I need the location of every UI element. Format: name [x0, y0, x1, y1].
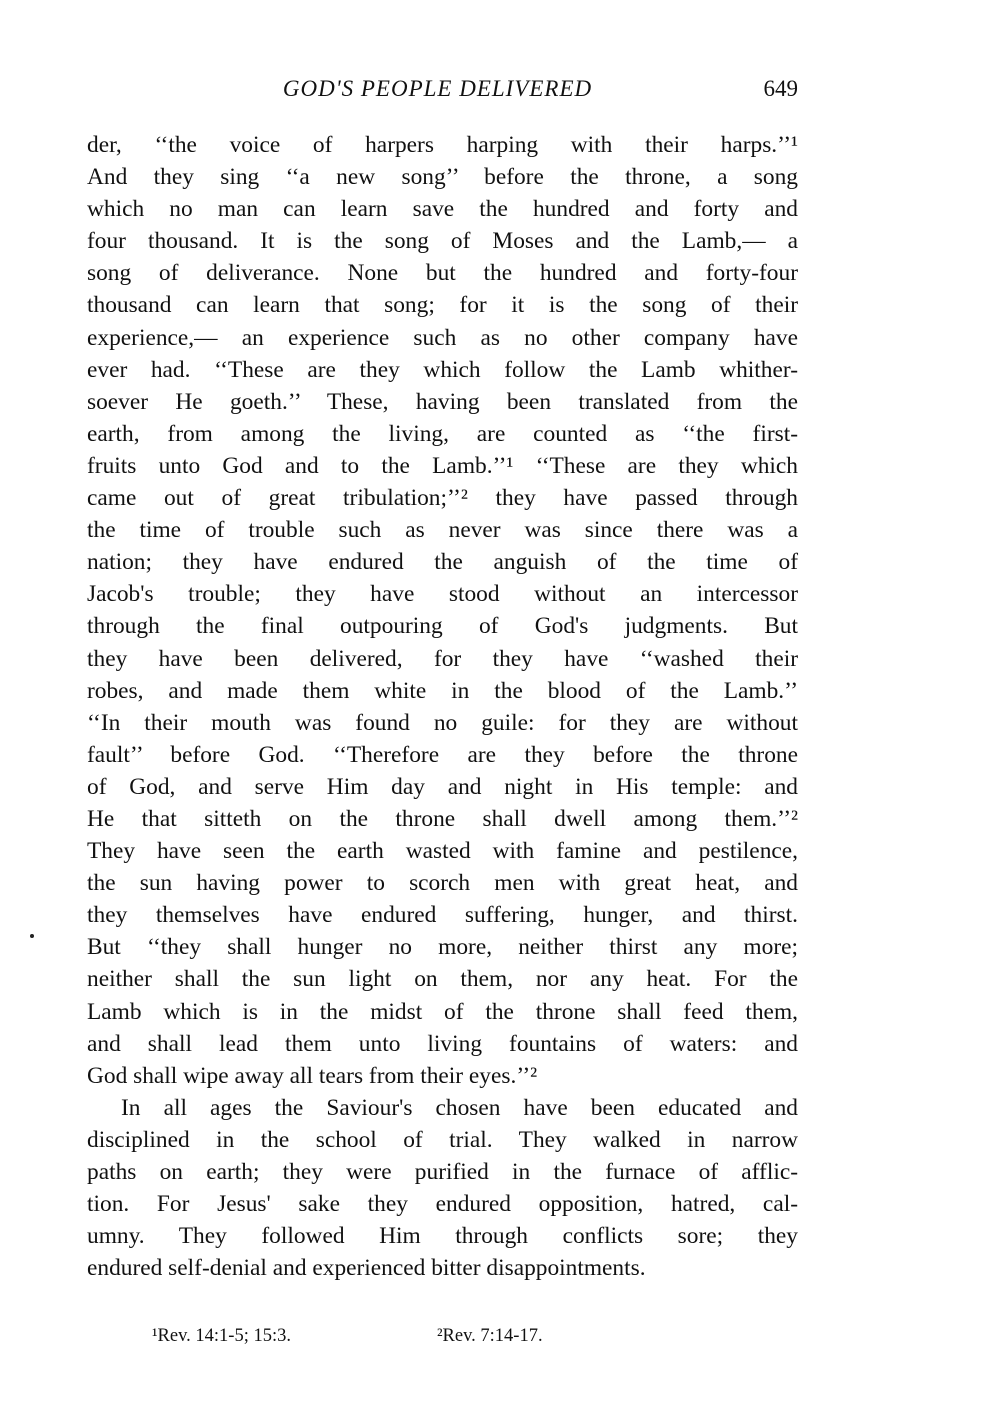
page-body [87, 129, 798, 1284]
text-line: In all ages the Saviour's chosen have been educated and [121, 1094, 798, 1121]
text-line: experience,— an experience such as no other company have [87, 324, 798, 351]
text-line: But ‘‘they shall hunger no more, neither thirst any more; [87, 934, 798, 961]
text-line: robes, and made them white in the blood of the Lamb.’’ [87, 677, 798, 704]
running-title: GOD'S PEOPLE DELIVERED [282, 76, 593, 101]
text-line: nation; they have endured the anguish of the time of [87, 549, 798, 576]
text-line: fruits unto God and to the Lamb.’’¹ ‘‘These are they which [87, 452, 798, 479]
page-number: 649 [763, 76, 798, 101]
text-line: the sun having power to scorch men with great heat, and [87, 870, 798, 897]
text-line: which no man can learn save the hundred and forty and [87, 196, 798, 223]
text-line: He that sitteth on the throne shall dwell among them.’’² [87, 805, 798, 832]
text-line: fault’’ before God. ‘‘Therefore are they before the throne [87, 741, 798, 768]
text-line: song of deliverance. None but the hundred and forty-four [87, 260, 798, 287]
text-line: der, ‘‘the voice of harpers harping with their harps.’’¹ [87, 132, 798, 158]
text-line: soever He goeth.’’ These, having been translated from the [87, 388, 798, 415]
text-line: ‘‘In their mouth was found no guile: for they are without [87, 709, 798, 736]
text-line: earth, from among the living, are counted as ‘‘the first- [87, 420, 798, 447]
paragraph-2 [87, 1092, 798, 1285]
text-line: came out of great tribulation;’’² they have passed through [87, 485, 798, 512]
footnote-2: ²Rev. 7:14-17. [437, 1326, 543, 1346]
text-line: And they sing ‘‘a new song’’ before the throne, a song [87, 164, 798, 191]
text-line: through the final outpouring of God's judgments. But [87, 613, 798, 640]
text-line: they have been delivered, for they have ‘‘washed their [87, 645, 798, 672]
page-header [87, 76, 798, 108]
text-line: umny. They followed Him through conflicts sore; they [87, 1223, 798, 1250]
text-line: ever had. ‘‘These are they which follow the Lamb whither- [87, 356, 798, 383]
text-line: four thousand. It is the song of Moses and the Lamb,— a [87, 228, 798, 255]
text-line: Jacob's trouble; they have stood without an intercessor [87, 581, 798, 608]
footnote-1: ¹Rev. 14:1-5; 15:3. [152, 1326, 291, 1346]
text-line: they themselves have endured suffering, hunger, and thirst. [87, 902, 798, 929]
text-line: endured self-denial and experienced bitter disappointments. [87, 1255, 646, 1282]
paragraph-1 [87, 129, 798, 1092]
text-line: and shall lead them unto living fountains of waters: and [87, 1030, 798, 1057]
text-line: disciplined in the school of trial. They walked in narrow [87, 1126, 798, 1153]
text-line: neither shall the sun light on them, nor any heat. For the [87, 966, 798, 993]
text-line: thousand can learn that song; for it is the song of their [87, 292, 798, 319]
text-line: paths on earth; they were purified in the furnace of afflic- [87, 1159, 798, 1185]
text-line: tion. For Jesus' sake they endured opposition, hatred, cal- [87, 1191, 798, 1218]
text-line: the time of trouble such as never was since there was a [87, 517, 798, 544]
text-line: They have seen the earth wasted with famine and pestilence, [87, 838, 798, 865]
text-line: Lamb which is in the midst of the throne shall feed them, [87, 998, 798, 1025]
text-line: of God, and serve Him day and night in His temple: and [87, 773, 798, 800]
text-line: God shall wipe away all tears from their eyes.’’² [87, 1062, 538, 1089]
scan-speck [30, 934, 34, 938]
